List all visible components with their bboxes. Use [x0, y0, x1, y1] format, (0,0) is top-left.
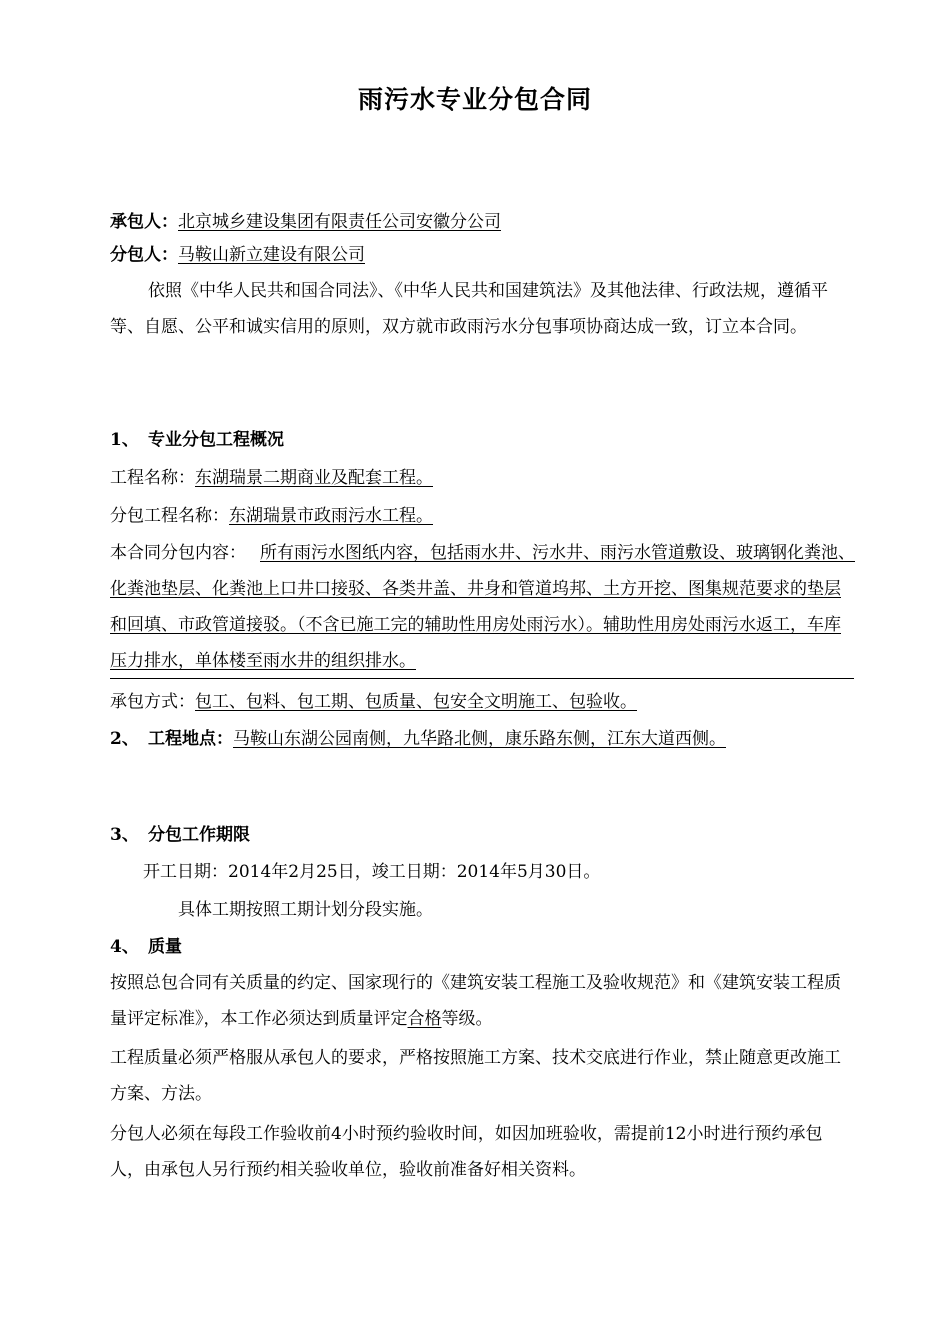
work-dates: 开工日期：2014年2月25日，竣工日期：2014年5月30日。 [143, 862, 601, 882]
project-name-label: 工程名称： [110, 468, 195, 488]
section2-line [110, 727, 726, 751]
contractor-label: 承包人： [110, 212, 178, 232]
section1-number: 1、 [110, 430, 139, 450]
subcontractor-label: 分包人： [110, 245, 178, 265]
section4-heading [110, 935, 182, 959]
quality-paragraph-1 [110, 965, 855, 1037]
subproject-name-line [110, 504, 433, 528]
quality-grade: 合格 [407, 1009, 442, 1029]
section2-number: 2、 [110, 729, 139, 749]
quality-p1-end: 等级。 [441, 1009, 493, 1029]
scope-divider [110, 678, 854, 679]
contract-mode-label: 承包方式： [110, 692, 195, 712]
subproject-name-label: 分包工程名称： [110, 506, 229, 526]
contractor-line [110, 210, 501, 234]
project-name-value: 东湖瑞景二期商业及配套工程。 [195, 468, 433, 488]
scope-label: 本合同分包内容： [110, 543, 246, 563]
quality-paragraph-2: 工程质量必须严格服从承包人的要求，严格按照施工方案、技术交底进行作业，禁止随意更改施工方案、方法。 [110, 1048, 841, 1104]
project-name-line [110, 466, 433, 490]
contract-mode-line [110, 690, 637, 714]
contractor-value: 北京城乡建设集团有限责任公司安徽分公司 [178, 212, 501, 232]
quality-paragraph-3: 分包人必须在每段工作验收前4小时预约验收时间，如因加班验收，需提前12小时进行预约承包人，由承包人另行预约相关验收单位，验收前准备好相关资料。 [110, 1124, 823, 1180]
site-label: 工程地点： [148, 729, 233, 749]
scope-paragraph [110, 535, 855, 679]
section3-heading [110, 823, 250, 847]
scope-value: 所有雨污水图纸内容，包括雨水井、污水井、雨污水管道敷设、玻璃钢化粪池、化粪池垫层、化粪池上口井口接驳、各类井盖、井身和管道坞邦、土方开挖、图集规范要求的垫层和回填、市政管道接驳。（不含已施工完的辅助性用房处雨污水）。辅助性用房处雨污水返工，车库压力排水，单体楼至雨水井的组织排水。 [110, 543, 855, 671]
section4-number: 4、 [110, 937, 139, 957]
subcontractor-line [110, 243, 365, 267]
section3-title: 分包工作期限 [148, 825, 250, 845]
section4-title: 质量 [148, 937, 182, 957]
section3-number: 3、 [110, 825, 139, 845]
subproject-name-value: 东湖瑞景市政雨污水工程。 [229, 506, 433, 526]
site-value: 马鞍山东湖公园南侧，九华路北侧，康乐路东侧，江东大道西侧。 [233, 729, 726, 749]
quality-p1-text: 按照总包合同有关质量的约定、国家现行的《建筑安装工程施工及验收规范》和《建筑安装工程质量评定标准》，本工作必须达到质量评定 [110, 973, 841, 1029]
work-schedule: 具体工期按照工期计划分段实施。 [178, 900, 433, 920]
section1-title: 专业分包工程概况 [148, 430, 284, 450]
contract-mode-value: 包工、包料、包工期、包质量、包安全文明施工、包验收。 [195, 692, 637, 712]
section1-heading [110, 428, 284, 452]
subcontractor-value: 马鞍山新立建设有限公司 [178, 245, 365, 265]
document-title: 雨污水专业分包合同 [357, 85, 592, 114]
intro-paragraph: 依照《中华人民共和国合同法》、《中华人民共和国建筑法》及其他法律、行政法规，遵循平等、自愿、公平和诚实信用的原则，双方就市政雨污水分包事项协商达成一致，订立本合同。 [110, 281, 828, 337]
